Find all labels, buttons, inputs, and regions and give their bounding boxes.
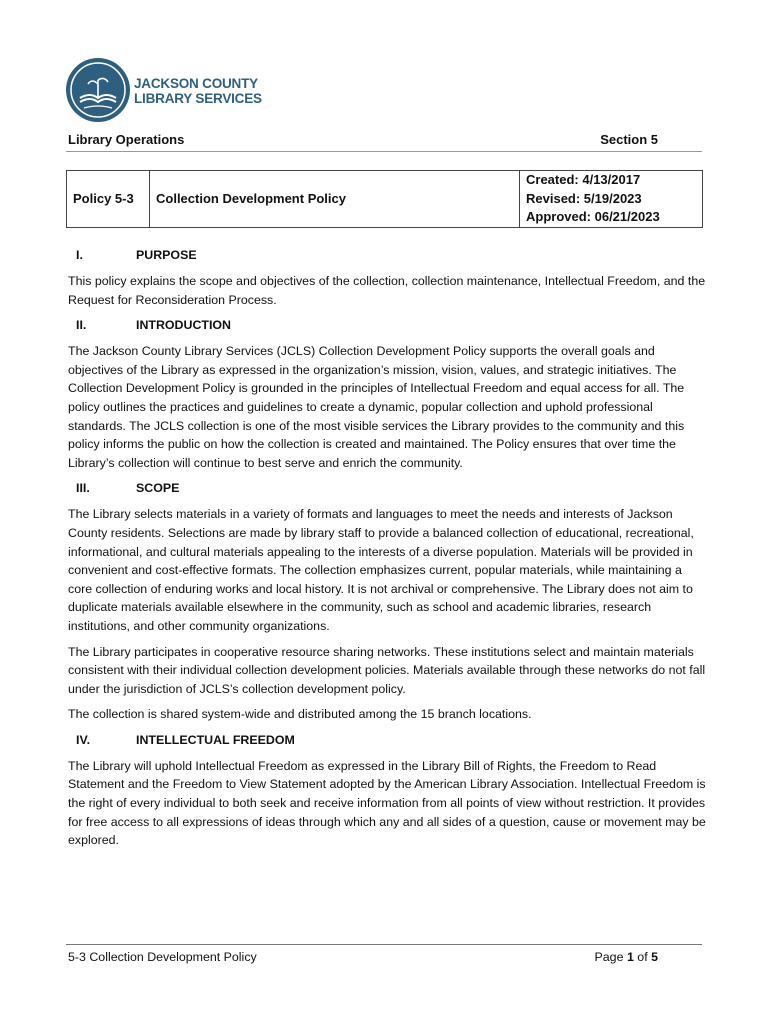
page-total: 5 — [651, 950, 658, 964]
policy-body — [68, 246, 708, 857]
paragraph: This policy explains the scope and objectives of the collection, collection maintenance, Intellectual Freedom, and the Request for Reconsideration Process. — [68, 274, 706, 307]
paragraph: The Library participates in cooperative resource sharing networks. These institutions select and maintain materials consistent with their individual collection development policies. Materials available through these networks do not fall under the jurisdiction of JCLS’s collection development policy. — [68, 644, 706, 696]
policy-created: Created: 4/13/2017 — [526, 172, 641, 187]
footer-document-name: 5-3 Collection Development Policy — [68, 950, 257, 964]
book-emblem-icon — [66, 58, 130, 122]
document-header — [68, 132, 658, 152]
section-heading — [68, 731, 708, 753]
header-section: Section 5 — [600, 132, 658, 147]
logo-wordmark — [134, 76, 262, 106]
section-heading — [68, 479, 708, 501]
library-logo — [66, 58, 266, 124]
of-word: of — [637, 950, 648, 964]
page-word: Page — [594, 950, 624, 964]
section-heading — [68, 246, 708, 268]
policy-approved: Approved: 06/21/2023 — [526, 209, 660, 224]
section-number: III. — [76, 481, 90, 496]
paragraph: The Jackson County Library Services (JCLS) Collection Development Policy supports the overall goals and objectives of the Library as expressed in the organization’s mission, vision, values, and strategic initiatives. The Collection Development Policy is grounded in the principles of Intellectual Freedom and equal access for all. The policy outlines the practices and guidelines to create a dynamic, popular collection and uphold professional standards. The JCLS collection is one of the most visible services the Library provides to the community and this policy informs the public on how the collection is created and maintained. The Policy ensures that over time the Library’s collection will continue to best serve and enrich the community. — [68, 344, 685, 470]
section-number: II. — [76, 318, 87, 333]
header-department: Library Operations — [68, 132, 185, 147]
paragraph: The Library selects materials in a variety of formats and languages to meet the needs and interests of Jackson County residents. Selections are made by library staff to provide a balanced collection of educational, recreational, informational, and cultural materials appealing to the interests of a diverse population. Materials will be provided in convenient and cost-effective formats. The collection emphasizes current, popular materials, while maintaining a core collection of enduring works and local history. It is not archival or comprehensive. The Library does not aim to duplicate materials available elsewhere in the community, such as school and academic libraries, research institutions, and other community organizations. — [68, 507, 694, 633]
section-title: INTRODUCTION — [136, 318, 231, 333]
section-heading — [68, 316, 708, 338]
policy-revised: Revised: 5/19/2023 — [526, 190, 642, 206]
policy-info-table — [66, 170, 703, 228]
section-title: INTELLECTUAL FREEDOM — [136, 732, 295, 747]
section-title: SCOPE — [136, 481, 180, 496]
section-title: PURPOSE — [136, 248, 197, 262]
page-current: 1 — [626, 950, 634, 964]
header-divider — [66, 151, 702, 152]
section-number: I. — [76, 248, 83, 262]
policy-title: Collection Development Policy — [150, 171, 520, 228]
logo-line-1: JACKSON COUNTY — [134, 76, 258, 91]
paragraph: The collection is shared system-wide and distributed among the 15 branch locations. — [68, 707, 532, 722]
page-footer — [68, 950, 658, 968]
section-number: IV. — [76, 732, 91, 747]
footer-divider — [66, 944, 702, 945]
paragraph: The Library will uphold Intellectual Freedom as expressed in the Library Bill of Rights, the Freedom to Read Statement and the Freedom to View Statement adopted by the American Library Association. Intellectual Freedom is the right of every individual to both seek and receive information from all points of view without restriction. It provides for free access to all expressions of ideas through which any and all sides of a question, cause or movement may be explored. — [68, 758, 706, 848]
policy-dates — [520, 171, 703, 228]
page-number — [595, 950, 658, 964]
logo-line-2: LIBRARY SERVICES — [134, 91, 262, 106]
policy-number: Policy 5-3 — [67, 171, 150, 228]
